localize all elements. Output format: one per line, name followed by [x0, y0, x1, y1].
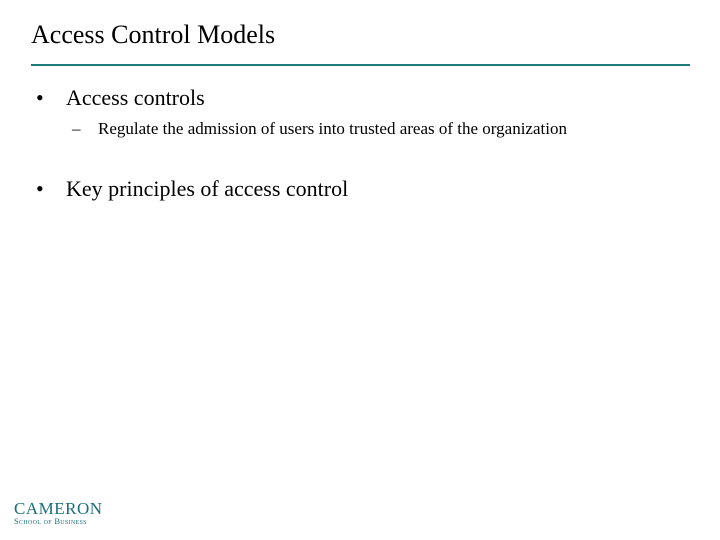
slide-title: Access Control Models	[31, 20, 276, 49]
logo-wordmark: CAMERON	[14, 499, 103, 518]
bullet-text: Access controls	[66, 85, 205, 110]
bullet-marker: •	[36, 85, 44, 110]
logo-subtitle: School of Business	[14, 516, 87, 526]
bullet-text: Key principles of access control	[66, 176, 349, 201]
bullet-item-access-controls	[36, 84, 336, 112]
sub-bullet-marker: –	[72, 119, 81, 138]
sub-bullet-text: Regulate the admission of users into trusted areas of the organization	[98, 119, 567, 138]
cameron-school-logo	[14, 499, 103, 530]
sub-bullet-item-regulate	[72, 118, 692, 140]
bullet-item-key-principles	[36, 175, 436, 203]
title-divider	[31, 64, 690, 66]
bullet-marker: •	[36, 176, 44, 201]
